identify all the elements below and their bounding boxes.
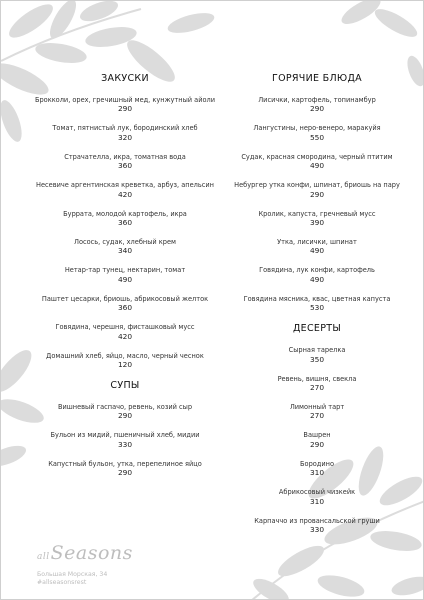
menu-column-left (33, 73, 217, 488)
menu-item-name: Утка, лисички, шпинат (277, 238, 357, 247)
menu-item-name: Бородино (300, 459, 334, 468)
menu-item-name: Вишневый гаспачо, ревень, козий сыр (57, 403, 193, 412)
menu-item-price: 120 (117, 360, 133, 370)
brand-name: Seasons (50, 542, 133, 564)
menu-item-price: 360 (117, 161, 133, 171)
menu-item-name: Абрикосовый чизкейк (278, 488, 356, 497)
menu-item-name: Вашрен (303, 431, 331, 440)
menu-item-name: Говядина, лук конфи, картофель (259, 266, 375, 275)
menu-item-price: 490 (117, 274, 133, 284)
menu-item-price: 420 (117, 189, 133, 199)
section-title: ГОРЯЧИЕ БЛЮДА (272, 73, 362, 84)
menu-item (233, 153, 401, 171)
menu-item-name: Бульон из мидий, пшеничный хлеб, мидии (50, 431, 200, 440)
menu-item (33, 431, 217, 449)
menu-item (233, 124, 401, 142)
menu-item-name: Лисички, картофель, топинамбур (258, 96, 376, 104)
menu-item-price: 490 (309, 274, 325, 284)
menu-item-name: Карпаччо из провансальской груши (254, 516, 380, 525)
menu-item-price: 360 (117, 218, 133, 228)
menu-item-name: Нетар-тар тунец, нектарин, томат (64, 266, 186, 275)
menu-item (33, 181, 217, 199)
menu-item (33, 403, 217, 421)
menu-column-right (233, 73, 401, 545)
menu-item (233, 403, 401, 421)
menu-item-name: Лангустины, неро-венеро, маракуйя (253, 124, 381, 133)
menu-item-price: 310 (309, 496, 325, 506)
menu-item-name: Страчателла, икра, томатная вода (64, 152, 186, 161)
menu-item-name: Несевиче аргентинская креветка, арбуз, апельсин (36, 181, 214, 190)
menu-item-name: Судак, красная смородина, черный птитим (241, 152, 393, 161)
menu-item-name: Паштет цесарки, бриошь, абрикосовый желток (41, 294, 209, 303)
menu-item (233, 460, 401, 478)
menu-item (33, 153, 217, 171)
menu-item (233, 295, 401, 313)
menu-item-name: Небургер утка конфи, шпинат, бриошь на пару (234, 181, 400, 190)
menu-item-price: 360 (117, 303, 133, 313)
menu-item-name: Лимонный тарт (289, 403, 345, 412)
menu-item-name: Буррата, молодой картофель, икра (63, 209, 187, 218)
menu-item (33, 352, 217, 370)
menu-item-name: Говядина, черешня, фисташковый мусс (55, 323, 195, 332)
menu-item (33, 96, 217, 114)
menu-item-price: 330 (309, 525, 325, 535)
menu-item-name: Кролик, капуста, гречневый мусс (258, 209, 376, 218)
menu-section (233, 73, 401, 313)
menu-item-price: 290 (117, 411, 133, 421)
menu-item (233, 431, 401, 449)
menu-item (233, 210, 401, 228)
menu-item-price: 290 (117, 104, 133, 114)
menu-item-name: Говядина мясника, квас, цветная капуста (243, 294, 391, 303)
section-title: СУПЫ (110, 380, 140, 392)
menu-item (33, 238, 217, 256)
menu-item-price: 490 (309, 161, 325, 171)
menu-item (233, 375, 401, 393)
menu-item-name: Ревень, вишня, свекла (277, 374, 357, 383)
menu-item (33, 323, 217, 341)
menu-item-name: Сырная тарелка (288, 346, 346, 355)
menu-item (233, 96, 401, 114)
brand-address-block (37, 571, 107, 587)
brand-address: Большая Морская, 34 (37, 571, 108, 578)
menu-item (33, 295, 217, 313)
section-title: ЗАКУСКИ (101, 73, 149, 84)
menu-item-price: 290 (309, 439, 325, 449)
menu-item (233, 266, 401, 284)
menu-item-price: 290 (309, 189, 325, 199)
menu-item-price: 350 (309, 354, 325, 364)
menu-item (33, 210, 217, 228)
menu-item (233, 488, 401, 506)
menu-section (233, 323, 401, 535)
menu-item-price: 550 (309, 132, 325, 142)
menu-item-name: Капустный бульон, утка, перепелиное яйцо (48, 459, 202, 468)
menu-item-price: 270 (309, 411, 325, 421)
menu-item-price: 270 (309, 383, 325, 393)
menu-item-price: 290 (309, 104, 325, 114)
menu-item-price: 420 (117, 331, 133, 341)
menu-item-name: Домашний хлеб, яйцо, масло, черный чеснок (46, 351, 204, 360)
menu-section (33, 380, 217, 478)
menu-item-price: 390 (309, 218, 325, 228)
menu-item-name: Томат, пятнистый лук, бородинский хлеб (52, 124, 198, 133)
menu-item-price: 290 (117, 468, 133, 478)
menu-item (233, 238, 401, 256)
menu-item-price: 490 (309, 246, 325, 256)
menu-item-price: 530 (309, 303, 325, 313)
menu-item (233, 346, 401, 364)
brand-hashtag: #allseasonsrest (37, 579, 87, 586)
brand-logo (37, 542, 133, 564)
section-title: ДЕСЕРТЫ (292, 323, 342, 335)
menu-item-price: 330 (117, 439, 133, 449)
menu-item-price: 340 (117, 246, 133, 256)
menu-item (33, 460, 217, 478)
menu-item (233, 181, 401, 199)
menu-item (33, 124, 217, 142)
menu-item-name: Брокколи, орех, гречишный мед, кунжутный айоли (34, 96, 216, 104)
menu-item-price: 320 (117, 132, 133, 142)
menu-section (33, 73, 217, 370)
menu-item-price: 310 (309, 468, 325, 478)
menu-item (233, 517, 401, 535)
menu-item (33, 266, 217, 284)
brand-prefix: all (37, 552, 50, 562)
menu-item-name: Лосось, судак, хлебный крем (74, 238, 176, 247)
